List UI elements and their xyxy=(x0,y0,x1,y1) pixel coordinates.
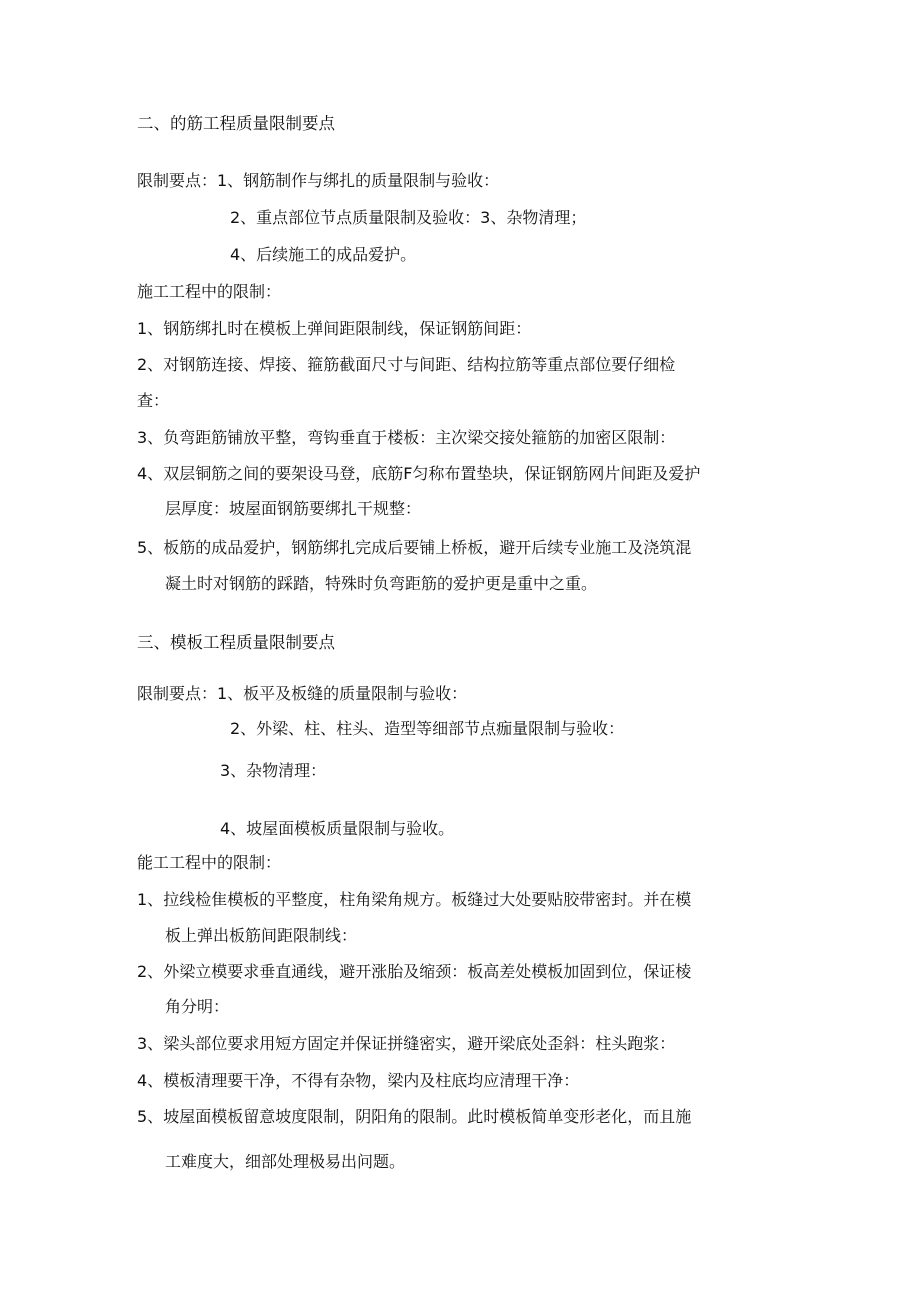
section2-item-2-continuation: 查： xyxy=(137,391,170,410)
section2-key-point-3: 4、后续施工的成品爱护。 xyxy=(230,245,417,264)
section3-item-2 xyxy=(137,961,691,983)
section3-heading: 三、模板工程质量限制要点 xyxy=(137,633,335,652)
section2-item-2 xyxy=(137,354,675,376)
section3-item-5-number: 5、 xyxy=(137,1107,164,1126)
section2-item-3-number: 3、 xyxy=(137,428,164,447)
section3-item-3 xyxy=(137,1033,675,1055)
section3-item-3-number: 3、 xyxy=(137,1034,164,1053)
section3-item-1-number: 1、 xyxy=(137,890,164,909)
section3-item-2-number: 2、 xyxy=(137,962,164,981)
section3-item-5 xyxy=(137,1106,691,1128)
section2-item-5-text: 板筋的成品爱护，钢筋绑扎完成后要铺上桥板，避开后续专业施工及浇筑混 xyxy=(163,538,692,557)
section2-item-4 xyxy=(137,463,700,485)
section3-key-point-2: 2、外梁、柱、柱头、造型等细部节点痂量限制与验收： xyxy=(230,719,625,738)
section2-item-4-continuation: 层厚度：坡屋面钢筋要绑扎干规整： xyxy=(165,499,422,518)
section3-item-2-continuation: 角分明： xyxy=(165,997,230,1016)
section3-key-point-4: 4、坡屋面模板质量限制与验收。 xyxy=(220,819,455,838)
section2-item-4-number: 4、 xyxy=(137,464,164,483)
section2-key-point-2: 2、重点部位节点质量限制及验收：3、杂物清理； xyxy=(230,208,587,227)
section2-item-3-text: 负弯距筋铺放平整，弯钩垂直于楼板：主次梁交接处箍筋的加密区限制： xyxy=(163,428,676,447)
section2-key-point-1: 限制要点：1、钢筋制作与绑扎的质量限制与验收： xyxy=(137,171,500,190)
section2-item-5-continuation: 凝土时对钢筋的踩踏，特殊时负弯距筋的爱护更是重中之重。 xyxy=(165,574,598,593)
section2-item-2-text: 对钢筋连接、焊接、箍筋截面尺寸与间距、结构拉筋等重点部位要仔细检 xyxy=(163,355,676,374)
section3-item-5-continuation: 工难度大，细部处理极易出问题。 xyxy=(165,1152,406,1171)
section3-item-4-text: 模板清理要干净，不得有杂物，梁内及柱底均应清理干净： xyxy=(163,1071,580,1090)
section3-item-5-text: 坡屋面模板留意坡度限制，阴阳角的限制。此时模板简单变形老化，而且施 xyxy=(163,1107,692,1126)
section2-item-5 xyxy=(137,537,691,559)
section2-item-3 xyxy=(137,427,675,449)
section2-item-5-number: 5、 xyxy=(137,538,164,557)
section2-item-4-text: 双层铜筋之间的要架设马登，底筋F匀称布置垫块，保证钢筋网片间距及爱护 xyxy=(163,464,701,483)
section2-item-1-number: 1、 xyxy=(137,319,164,338)
section3-item-4-number: 4、 xyxy=(137,1071,164,1090)
section2-item-2-number: 2、 xyxy=(137,355,164,374)
section3-key-point-1: 限制要点：1、板平及板缝的质量限制与验收： xyxy=(137,684,468,703)
section3-item-1 xyxy=(137,889,691,911)
section3-item-2-text: 外梁立模要求垂直通线，避开涨胎及缩颈：板高差处模板加固到位，保证棱 xyxy=(163,962,692,981)
section3-key-point-3: 3、杂物清理： xyxy=(220,761,327,780)
section2-item-1 xyxy=(137,318,531,340)
section3-item-1-continuation: 板上弹出板筋间距限制线： xyxy=(165,926,358,945)
section3-item-4 xyxy=(137,1070,579,1092)
section3-item-3-text: 梁头部位要求用短方固定并保证拼缝密实，避开梁底处歪斜：柱头跑浆： xyxy=(163,1034,676,1053)
section2-process-title: 施工工程中的限制： xyxy=(137,282,282,301)
section2-heading: 二、的筋工程质量限制要点 xyxy=(137,114,335,133)
section2-item-1-text: 钢筋绑扎时在模板上弹间距限制线，保证钢筋间距： xyxy=(163,319,532,338)
section3-item-1-text: 拉线检隹模板的平整度，柱角梁角规方。板缝过大处要贴胶带密封。并在模 xyxy=(163,890,692,909)
section3-process-title: 能工工程中的限制： xyxy=(137,853,282,872)
